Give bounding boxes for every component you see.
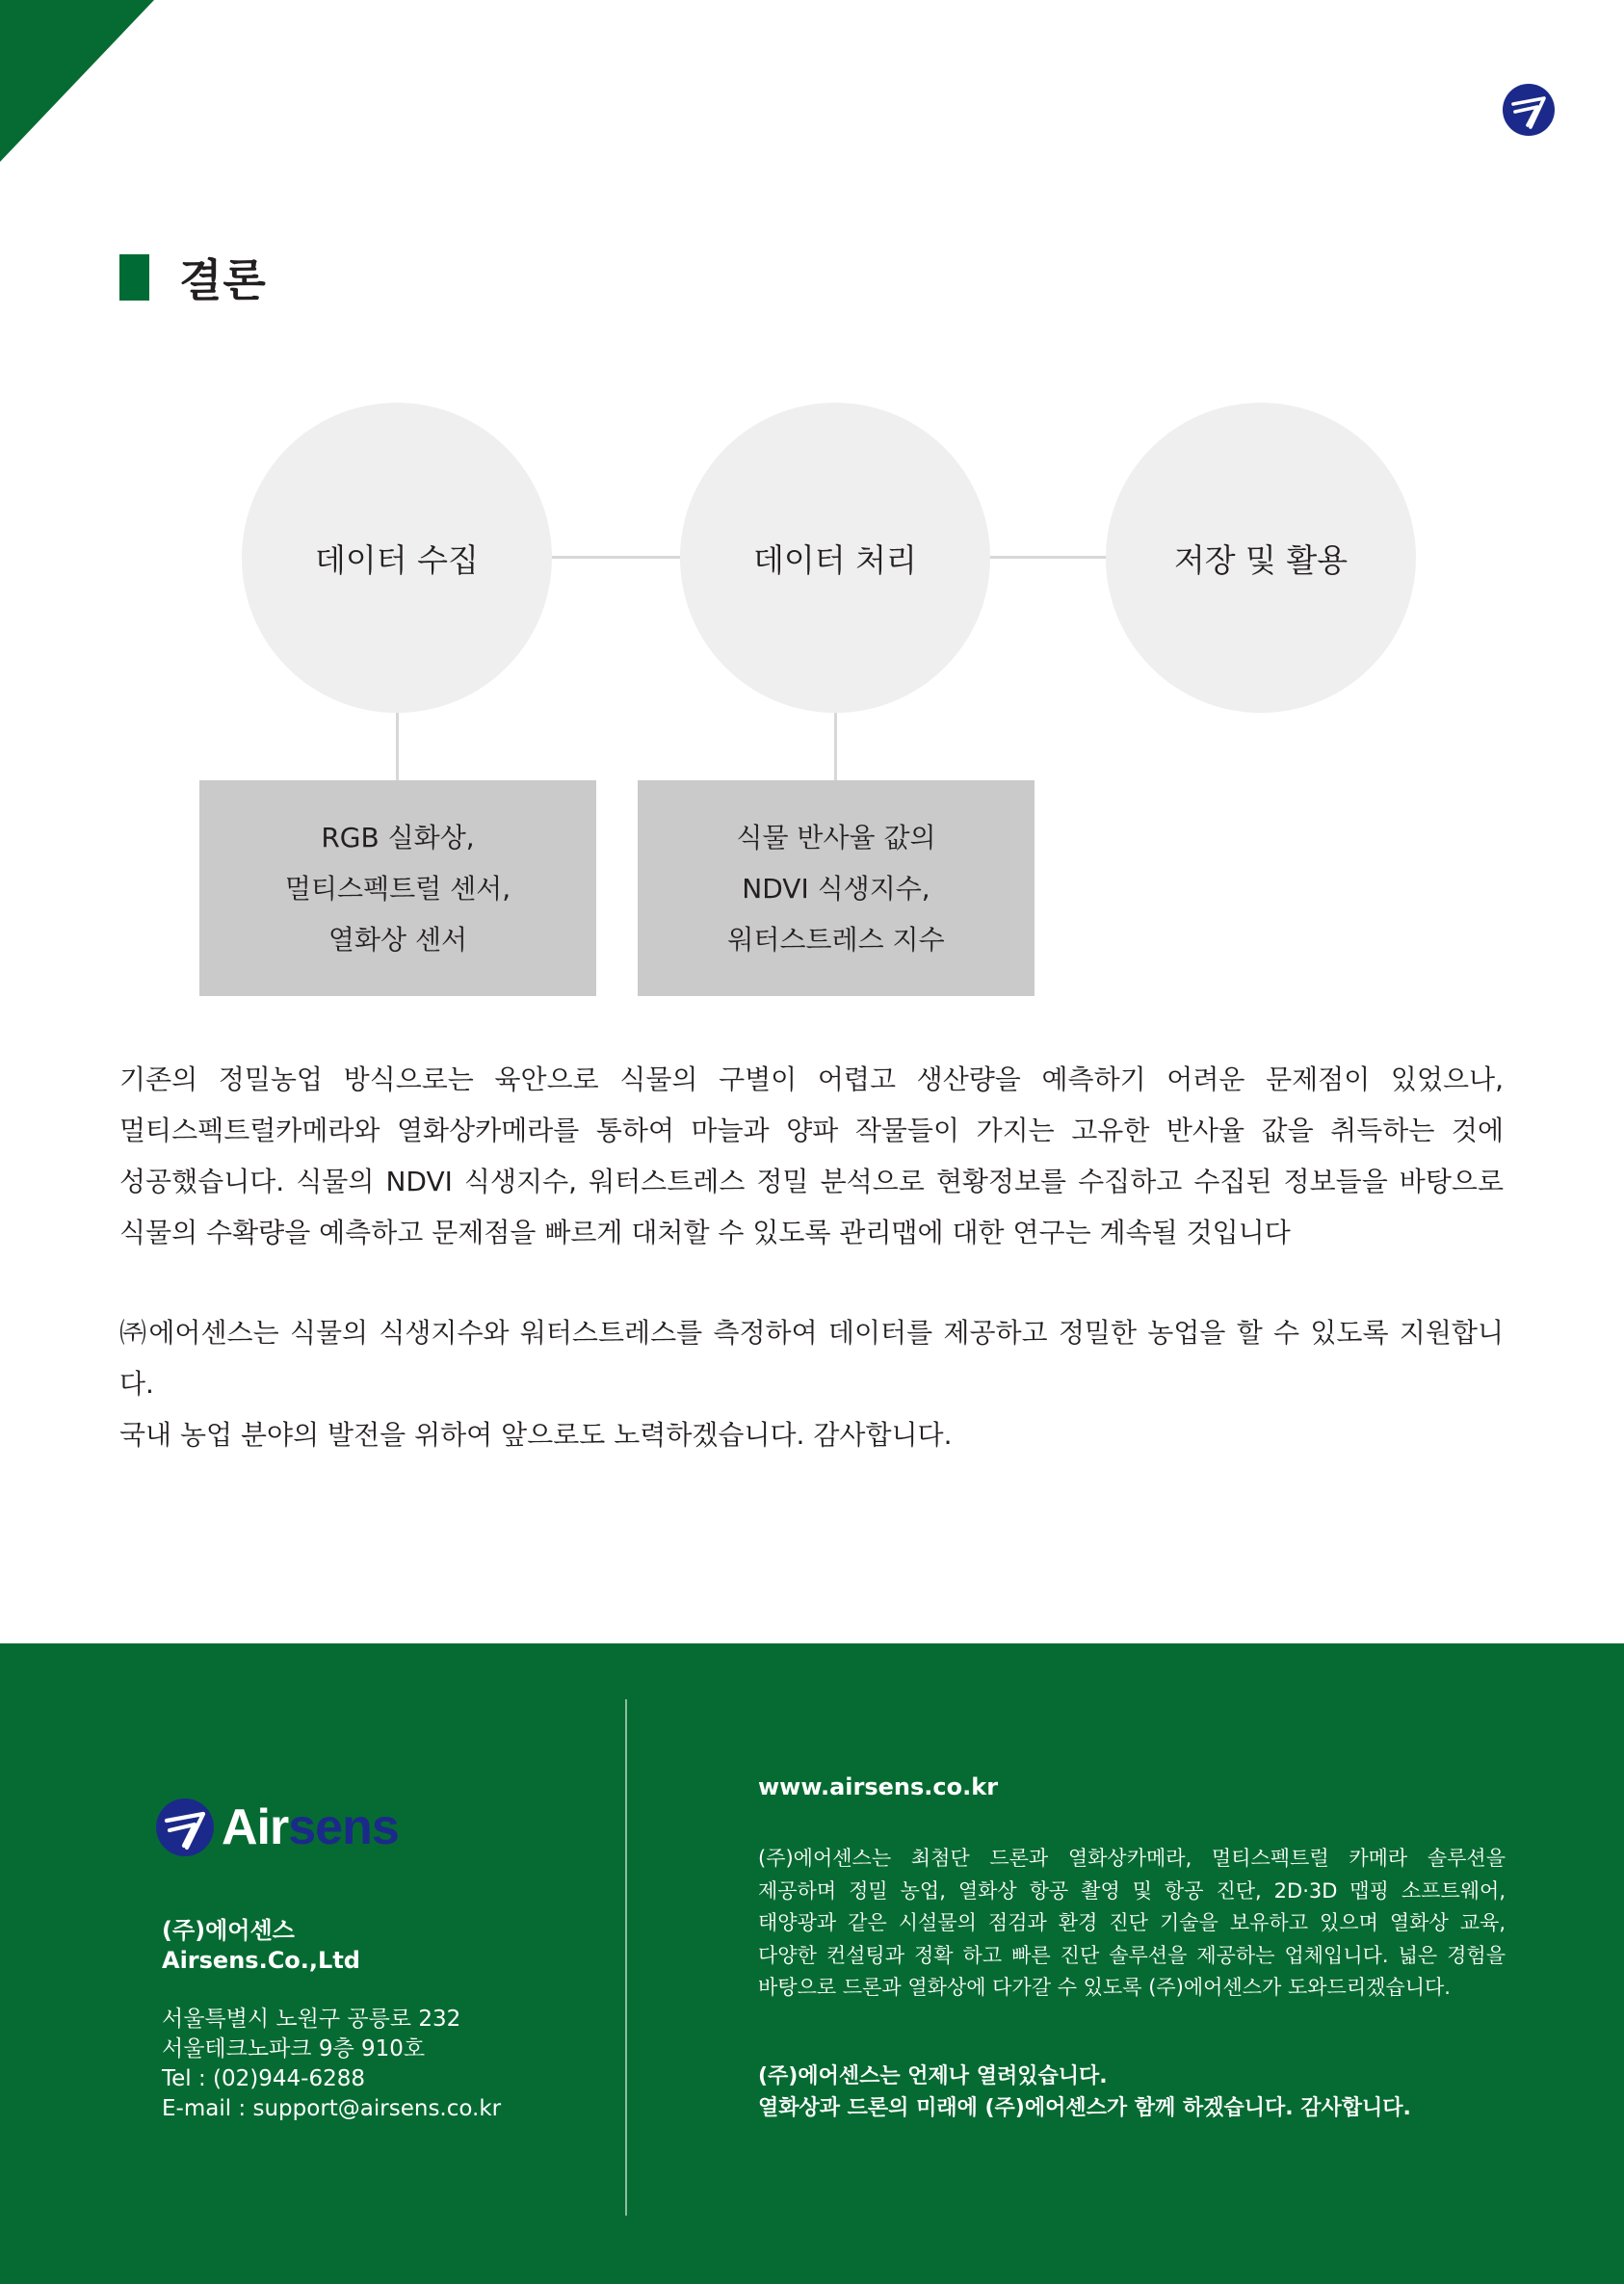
email-address: E-mail : support@airsens.co.kr [162,2096,502,2121]
description-line: 태양광과 같은 시설물의 점검과 환경 진단 기술을 보유하고 있으며 열화상 교육, [758,1911,1506,1934]
description-line: 바탕으로 드론과 열화상에 다가갈 수 있도록 (주)에어센스가 도와드리겠습니다. [758,1976,1451,1999]
closing-message [758,2061,1506,2124]
company-name [162,1916,360,1976]
company-statement-paragraph [119,1307,1504,1460]
company-name-english: Airsens.Co.,Ltd [162,1947,360,1974]
detail-line: 열화상 센서 [327,923,468,956]
footer [0,1643,1624,2284]
paragraph-line: ㈜에어센스는 식물의 식생지수와 워터스트레스를 측정하여 데이터를 제공하고 정밀한 농업을 할 수 있도록 지원합니다. [119,1317,1504,1400]
detail-line: 식물 반사율 값의 [736,821,936,853]
address-line: 서울테크노파크 9층 910호 [162,2036,426,2061]
phone-number: Tel : (02)944-6288 [162,2066,365,2091]
paragraph-line: 멀티스펙트럴카메라와 열화상카메라를 통하여 마늘과 양파 작물들이 가지는 고유한 반사율 값을 취득하는 것에 [119,1115,1504,1146]
brand-logo [154,1797,399,1858]
closing-line: 열화상과 드론의 미래에 (주)에어센스가 함께 하겠습니다. 감사합니다. [758,2096,1411,2120]
detail-box-processing [638,780,1035,996]
paragraph-line: 기존의 정밀농업 방식으로는 육안으로 식물의 구별이 어렵고 생산량을 예측하기 어려운 문제점이 있었으나, [119,1063,1504,1095]
paragraph-line: 식물의 수확량을 예측하고 문제점을 빠르게 대처할 수 있도록 관리맵에 대한 연구는 계속될 것입니다 [119,1217,1291,1248]
description-line: (주)에어센스는 최첨단 드론과 열화상카메라, 멀티스펙트럴 카메라 솔루션을 [758,1847,1506,1870]
detail-line: 워터스트레스 지수 [727,923,945,956]
connector-line [834,713,837,780]
step-circle-processing [680,403,990,713]
description-line: 다양한 컨설팅과 정확 하고 빠른 진단 솔루션을 제공하는 업체입니다. 넓은 경험을 [758,1943,1506,1967]
connector-line [396,713,399,780]
company-name-korean: (주)에어센스 [162,1917,295,1944]
step-label: 데이터 수집 [315,540,479,579]
connector-line [987,556,1117,559]
paragraph-line: 국내 농업 분야의 발전을 위하여 앞으로도 노력하겠습니다. 감사합니다. [119,1419,953,1451]
brand-word-air: Air [222,1799,289,1855]
paragraph-line: 성공했습니다. 식물의 NDVI 식생지수, 워터스트레스 정밀 분석으로 현황정보를 수집하고 수집된 정보들을 바탕으로 [119,1166,1504,1197]
step-label: 저장 및 활용 [1173,540,1349,579]
detail-line: RGB 실화상, [321,821,475,853]
description-line: 제공하며 정밀 농업, 열화상 항공 촬영 및 항공 진단, 2D·3D 맵핑 소프트웨어, [758,1878,1506,1903]
airsens-logo-icon [154,1797,216,1858]
step-label: 데이터 처리 [753,540,917,579]
step-circle-storage [1106,403,1416,713]
contact-info [162,2005,501,2124]
footer-divider [625,1699,627,2216]
closing-line: (주)에어센스는 언제나 열려있습니다. [758,2064,1108,2088]
connector-line [549,556,684,559]
website-link[interactable]: www.airsens.co.kr [758,1773,999,1800]
detail-line: NDVI 식생지수, [742,872,930,905]
conclusion-paragraph [119,1054,1504,1258]
detail-line: 멀티스펙트럴 센서, [284,872,511,905]
step-circle-collection [242,403,552,713]
address-line: 서울특별시 노원구 공릉로 232 [162,2007,461,2032]
detail-box-collection [199,780,596,996]
process-diagram [0,0,1624,1002]
brand-word-sens: sens [288,1799,399,1855]
company-description [758,1843,1506,2005]
brand-wordmark [222,1798,399,1856]
section-title: 결론 [179,254,267,306]
